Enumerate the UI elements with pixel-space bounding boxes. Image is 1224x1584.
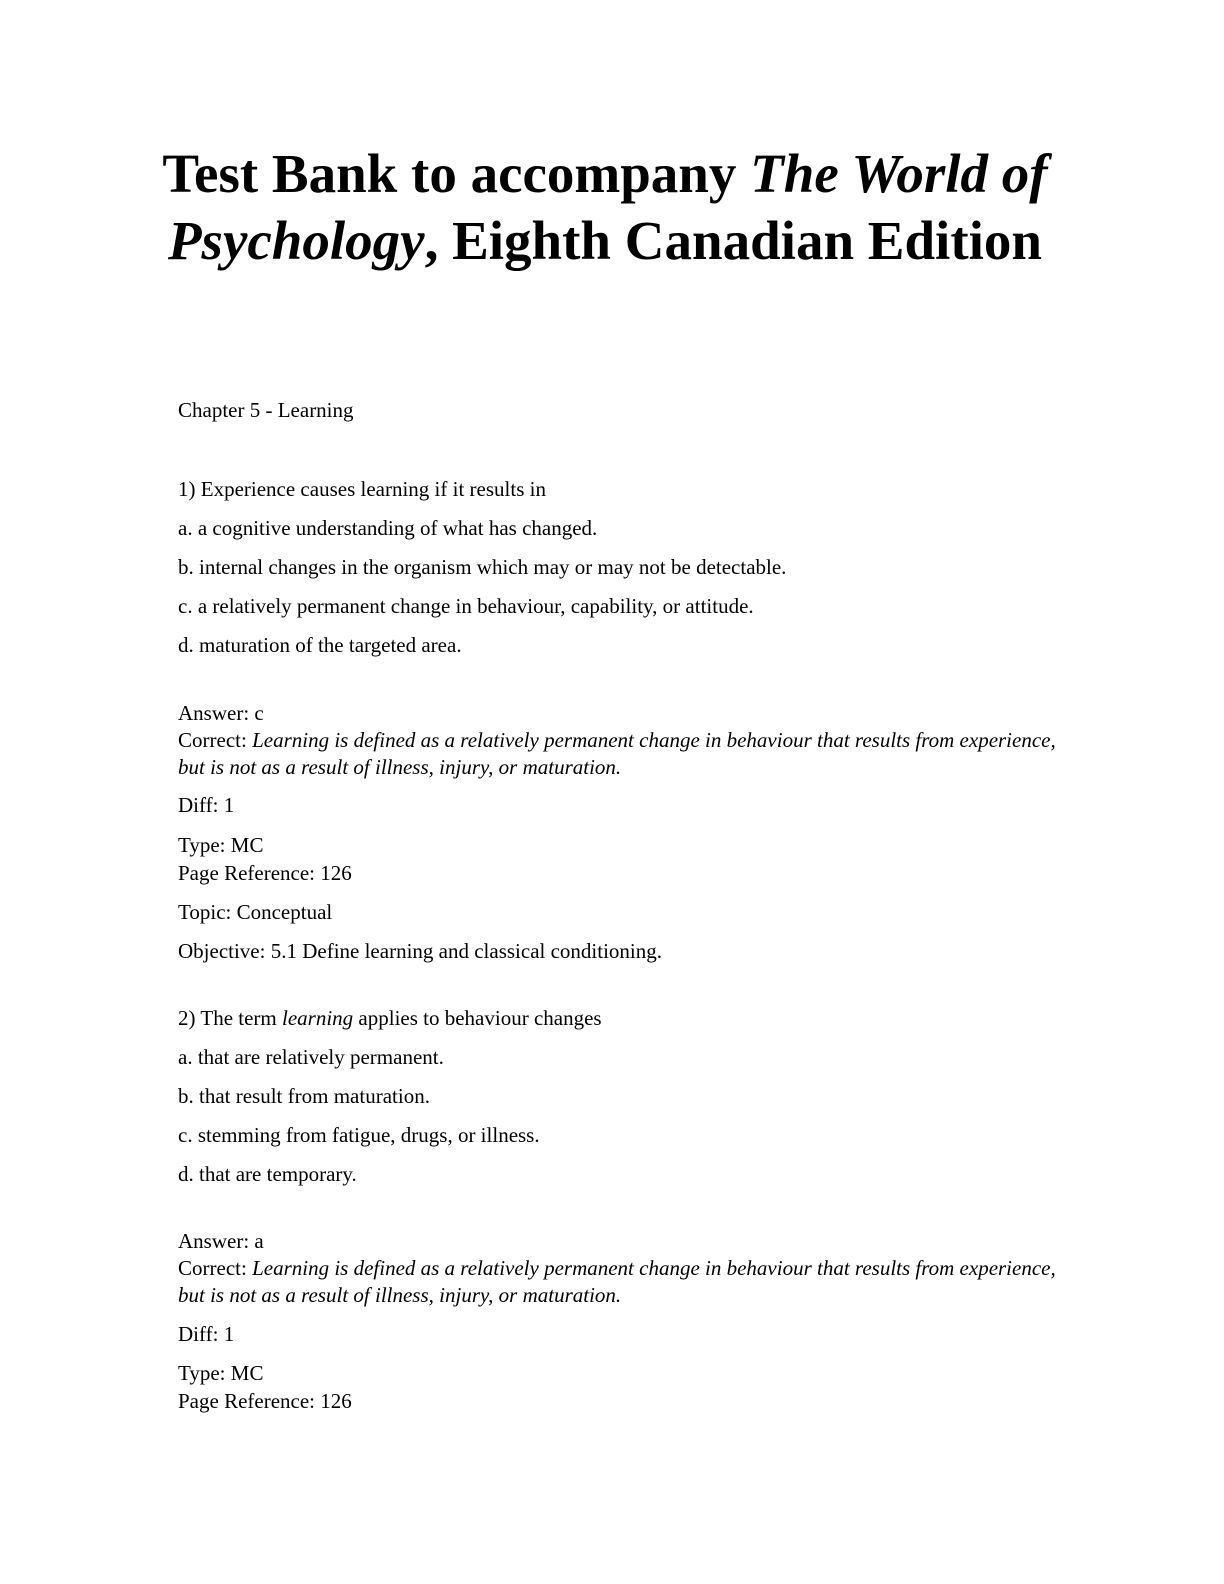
q2-diff: Diff: 1 xyxy=(178,1322,235,1346)
title-part2: , Eighth Canadian Edition xyxy=(424,210,1043,271)
title-part1: Test Bank to accompany xyxy=(162,143,751,204)
q1-diff: Diff: 1 xyxy=(178,793,235,817)
q2-answer: Answer: a xyxy=(178,1229,264,1253)
q1-option-b: b. internal changes in the organism which may or may not be detectable. xyxy=(178,555,787,579)
q1-option-c: c. a relatively permanent change in behaviour, capability, or attitude. xyxy=(178,594,754,618)
q1-answer: Answer: c xyxy=(178,701,264,725)
q1-option-d: d. maturation of the targeted area. xyxy=(178,633,462,657)
document-title xyxy=(150,140,1060,274)
q2-stem-italic: learning xyxy=(282,1006,354,1030)
q1-topic: Topic: Conceptual xyxy=(178,900,333,924)
q1-stem: 1) Experience causes learning if it results in xyxy=(178,477,546,501)
q1-page-reference: Page Reference: 126 xyxy=(178,861,352,885)
q2-stem xyxy=(178,1005,602,1032)
q1-option-a: a. a cognitive understanding of what has changed. xyxy=(178,516,598,540)
q2-option-d: d. that are temporary. xyxy=(178,1162,357,1186)
q1-correct-text: Learning is defined as a relatively permanent change in behaviour that results from experience, but is not as a result of illness, injury, or maturation. xyxy=(178,728,1056,779)
chapter-heading: Chapter 5 - Learning xyxy=(178,398,354,422)
q2-correct xyxy=(178,1255,1058,1309)
q2-page-reference: Page Reference: 126 xyxy=(178,1389,352,1413)
q1-type: Type: MC xyxy=(178,833,264,857)
q1-objective: Objective: 5.1 Define learning and classical conditioning. xyxy=(178,939,663,963)
q2-option-a: a. that are relatively permanent. xyxy=(178,1045,444,1069)
title-book-name: The World of Psychology xyxy=(167,143,1048,271)
q2-correct-label: Correct: xyxy=(178,1256,253,1280)
q2-correct-text: Learning is defined as a relatively permanent change in behaviour that results from experience, but is not as a result of illness, injury, or maturation. xyxy=(178,1256,1056,1307)
q1-correct-label: Correct: xyxy=(178,728,253,752)
q2-option-c: c. stemming from fatigue, drugs, or illness. xyxy=(178,1123,540,1147)
q2-stem-pre: 2) The term xyxy=(178,1006,282,1030)
q2-stem-post: applies to behaviour changes xyxy=(353,1006,602,1030)
q2-type: Type: MC xyxy=(178,1361,264,1385)
q1-correct xyxy=(178,727,1058,781)
q2-option-b: b. that result from maturation. xyxy=(178,1084,430,1108)
